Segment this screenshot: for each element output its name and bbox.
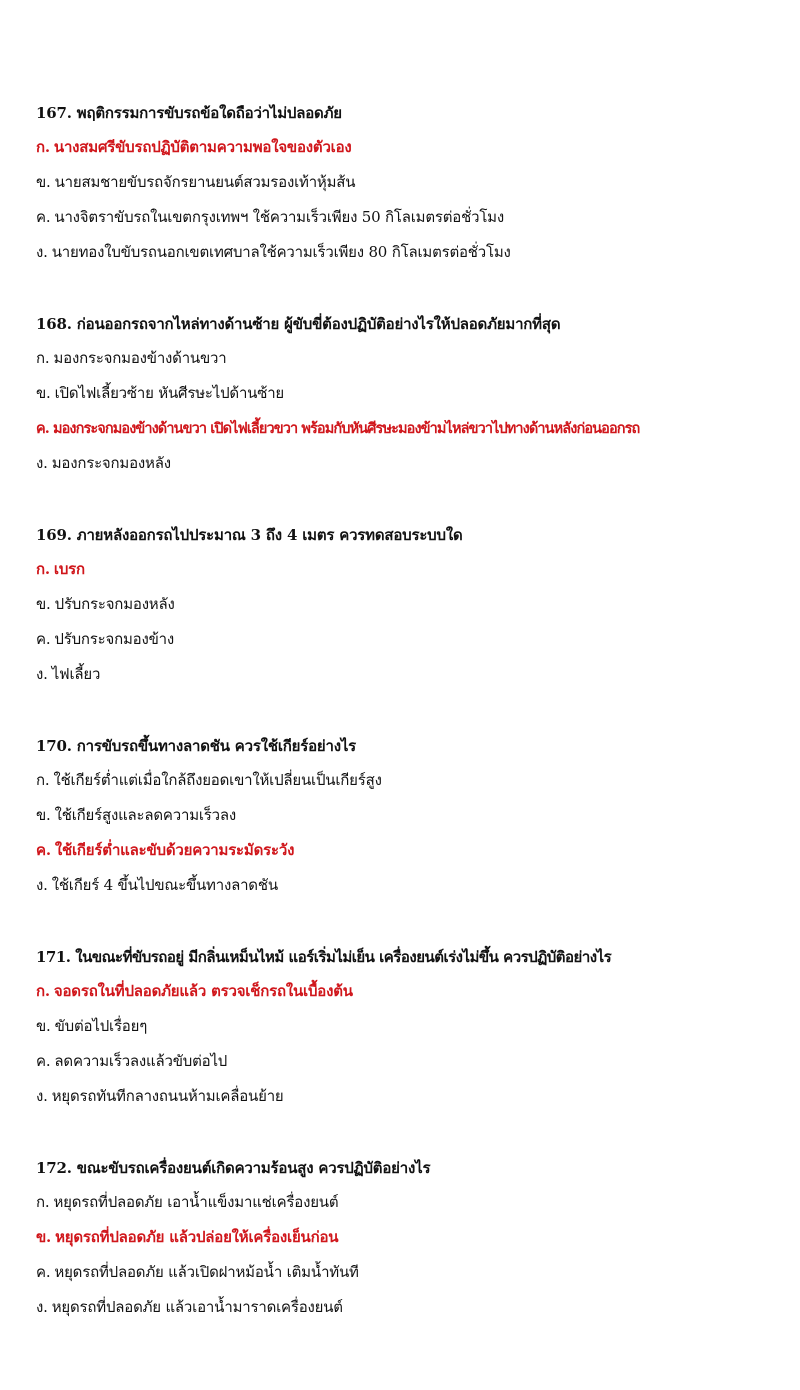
choice-text: ปรับกระจกมองข้าง bbox=[54, 630, 174, 648]
question-title bbox=[36, 96, 796, 130]
question-number: 167. bbox=[36, 104, 72, 122]
choice bbox=[36, 868, 796, 903]
question-number: 172. bbox=[36, 1159, 72, 1177]
choice bbox=[36, 657, 796, 692]
question-number: 170. bbox=[36, 737, 72, 755]
question-167 bbox=[36, 96, 796, 270]
choice bbox=[36, 200, 796, 235]
choice bbox=[36, 235, 796, 270]
choice bbox=[36, 1079, 796, 1114]
choice-label: ค. bbox=[36, 841, 51, 859]
choice bbox=[36, 446, 796, 481]
choice-label: ค. bbox=[36, 1263, 51, 1281]
choice-text: เปิดไฟเลี้ยวซ้าย หันศีรษะไปด้านซ้าย bbox=[54, 384, 285, 402]
choice-correct bbox=[36, 552, 796, 587]
choice bbox=[36, 587, 796, 622]
choice bbox=[36, 763, 796, 798]
choice-label: ก. bbox=[36, 1193, 50, 1211]
choice-correct bbox=[36, 411, 796, 446]
choice-text: จอดรถในที่ปลอดภัยแล้ว ตรวจเช็กรถในเบื้องต้น bbox=[53, 982, 353, 1000]
choice-correct bbox=[36, 974, 796, 1009]
choice-text: ใช้เกียร์ต่ำและขับด้วยความระมัดระวัง bbox=[54, 841, 295, 859]
choice-label: ค. bbox=[36, 420, 49, 437]
question-title bbox=[36, 518, 796, 552]
choice-text: เบรก bbox=[53, 560, 85, 578]
choice-text: หยุดรถทันทีกลางถนนห้ามเคลื่อนย้าย bbox=[51, 1087, 284, 1105]
choice-label: ข. bbox=[36, 1228, 52, 1246]
question-title bbox=[36, 1151, 796, 1185]
question-172 bbox=[36, 1151, 796, 1325]
choice-label: ง. bbox=[36, 876, 48, 894]
question-title bbox=[36, 940, 796, 974]
choice bbox=[36, 376, 796, 411]
question-text: พฤติกรรมการขับรถข้อใดถือว่าไม่ปลอดภัย bbox=[76, 104, 342, 122]
choice-text: ใช้เกียร์ต่ำแต่เมื่อใกล้ถึงยอดเขาให้เปลี่ยนเป็นเกียร์สูง bbox=[53, 771, 382, 789]
question-171 bbox=[36, 940, 796, 1114]
question-168 bbox=[36, 307, 796, 481]
choice-text: นายทองใบขับรถนอกเขตเทศบาลใช้ความเร็วเพียง 80 กิโลเมตรต่อชั่วโมง bbox=[51, 243, 511, 261]
choice-text: นางจิตราขับรถในเขตกรุงเทพฯ ใช้ความเร็วเพียง 50 กิโลเมตรต่อชั่วโมง bbox=[54, 208, 504, 226]
question-title bbox=[36, 729, 796, 763]
choice-text: มองกระจกมองข้างด้านขวา bbox=[53, 349, 227, 367]
choice-label: ค. bbox=[36, 208, 51, 226]
choice-text: หยุดรถที่ปลอดภัย แล้วเปิดฝาหม้อน้ำ เติมน้ำทันที bbox=[54, 1263, 359, 1281]
choice-label: ง. bbox=[36, 1298, 48, 1316]
choice-label: ค. bbox=[36, 1052, 51, 1070]
question-text: ภายหลังออกรถไปประมาณ 3 ถึง 4 เมตร ควรทดสอบระบบใด bbox=[76, 526, 463, 544]
choice-label: ง. bbox=[36, 243, 48, 261]
question-text: ขณะขับรถเครื่องยนต์เกิดความร้อนสูง ควรปฏิบัติอย่างไร bbox=[76, 1159, 431, 1177]
choice-label: ข. bbox=[36, 173, 51, 191]
choice-text: มองกระจกมองข้างด้านขวา เปิดไฟเลี้ยวขวา พร้อมกับหันศีรษะมองข้ามไหล่ขวาไปทางด้านหลังก่อนออกรถ bbox=[52, 420, 640, 437]
quiz-document bbox=[36, 96, 796, 1362]
choice-text: นางสมศรีขับรถปฏิบัติตามความพอใจของตัวเอง bbox=[53, 138, 352, 156]
question-number: 169. bbox=[36, 526, 72, 544]
choice-text: ขับต่อไปเรื่อยๆ bbox=[54, 1017, 148, 1035]
choice-text: หยุดรถที่ปลอดภัย เอาน้ำแข็งมาแช่เครื่องยนต์ bbox=[53, 1193, 339, 1211]
choice-text: ปรับกระจกมองหลัง bbox=[54, 595, 175, 613]
choice-label: ง. bbox=[36, 665, 48, 683]
choice bbox=[36, 1255, 796, 1290]
choice-label: ข. bbox=[36, 1017, 51, 1035]
choice-label: ง. bbox=[36, 454, 48, 472]
choice bbox=[36, 165, 796, 200]
question-text: การขับรถขึ้นทางลาดชัน ควรใช้เกียร์อย่างไร bbox=[76, 737, 357, 755]
choice bbox=[36, 622, 796, 657]
question-text: ในขณะที่ขับรถอยู่ มีกลิ่นเหม็นไหม้ แอร์เริ่มไม่เย็น เครื่องยนต์เร่งไม่ขึ้น ควรปฏิบัติอย่างไร bbox=[75, 948, 612, 966]
choice bbox=[36, 341, 796, 376]
choice-label: ก. bbox=[36, 138, 50, 156]
choice-text: ลดความเร็วลงแล้วขับต่อไป bbox=[54, 1052, 228, 1070]
choice-label: ก. bbox=[36, 982, 50, 1000]
choice-label: ข. bbox=[36, 595, 51, 613]
question-title bbox=[36, 307, 796, 341]
choice bbox=[36, 1290, 796, 1325]
choice-correct bbox=[36, 833, 796, 868]
question-text: ก่อนออกรถจากไหล่ทางด้านซ้าย ผู้ขับขี่ต้องปฏิบัติอย่างไรให้ปลอดภัยมากที่สุด bbox=[76, 315, 561, 333]
choice-label: ก. bbox=[36, 560, 50, 578]
choice-text: หยุดรถที่ปลอดภัย แล้วเอาน้ำมาราดเครื่องยนต์ bbox=[51, 1298, 343, 1316]
choice-text: ไฟเลี้ยว bbox=[51, 665, 101, 683]
question-169 bbox=[36, 518, 796, 692]
choice-correct bbox=[36, 1220, 796, 1255]
choice-label: ข. bbox=[36, 384, 51, 402]
choice-text: ใช้เกียร์สูงและลดความเร็วลง bbox=[54, 806, 237, 824]
choice-text: หยุดรถที่ปลอดภัย แล้วปล่อยให้เครื่องเย็นก่อน bbox=[55, 1228, 339, 1246]
choice bbox=[36, 1009, 796, 1044]
choice-text: นายสมชายขับรถจักรยานยนต์สวมรองเท้าหุ้มส้น bbox=[54, 173, 356, 191]
choice-label: ค. bbox=[36, 630, 51, 648]
choice-text: ใช้เกียร์ 4 ขึ้นไปขณะขึ้นทางลาดชัน bbox=[51, 876, 278, 894]
choice-label: ข. bbox=[36, 806, 51, 824]
choice-text: มองกระจกมองหลัง bbox=[51, 454, 171, 472]
choice-correct bbox=[36, 130, 796, 165]
choice bbox=[36, 1185, 796, 1220]
choice bbox=[36, 1044, 796, 1079]
choice-label: ก. bbox=[36, 771, 50, 789]
question-number: 168. bbox=[36, 315, 72, 333]
choice bbox=[36, 798, 796, 833]
choice-label: ง. bbox=[36, 1087, 48, 1105]
question-number: 171. bbox=[36, 948, 71, 966]
choice-label: ก. bbox=[36, 349, 50, 367]
question-170 bbox=[36, 729, 796, 903]
